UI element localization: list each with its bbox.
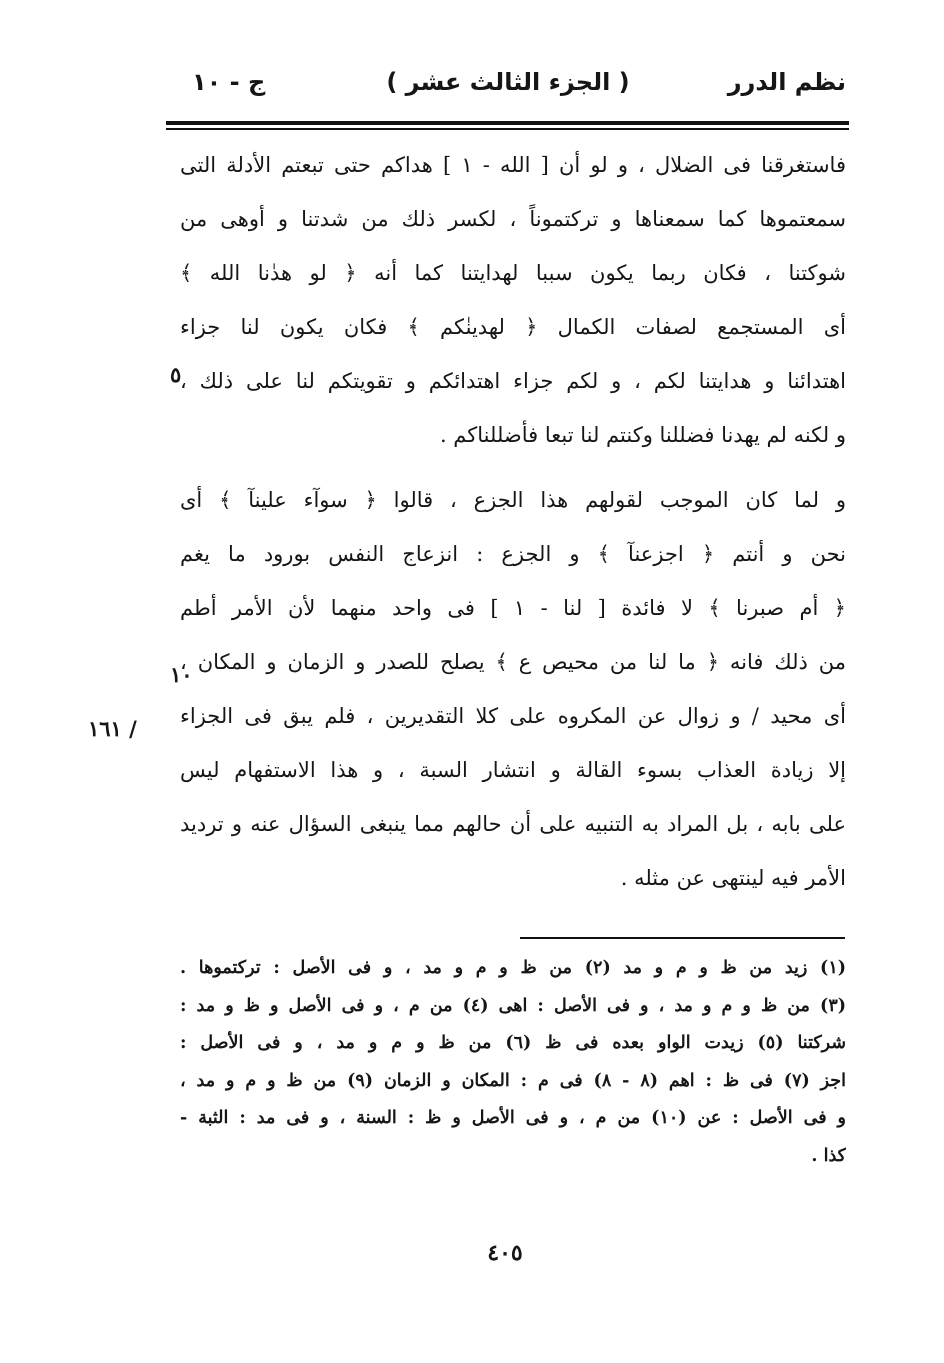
footnote-line: (١) زيد من ظ و م و مد (٢) من ظ و م و مد ، و فى الأصل : تركتموها . (180, 958, 846, 978)
manuscript-page-reference: / ١٦١ (88, 716, 137, 741)
volume-reference: ج - ١٠ (192, 68, 266, 96)
text-line: نحن و أنتم ﴿ اجزعنآ ﴾ و الجزع : انزعاج النفس بورود ما يغم (180, 542, 846, 566)
text-line: و لكنه لم يهدنا فضللنا وكنتم لنا تبعا فأضللناكم . (439, 423, 846, 447)
text-line: و لما كان الموجب لقولهم هذا الجزع ، قالوا ﴿ سوآء علينآ ﴾ أى (180, 488, 846, 512)
footnote-line: كذا . (811, 1145, 846, 1166)
text-line: سمعتموها كما سمعناها و تركتموناً ، لكسر ذلك من شدتنا و أوهى من (180, 207, 846, 231)
footnote-line: و فى الأصل : عن (١٠) من م ، و فى الأصل و ظ : السنة ، و فى مد : الثبة - (180, 1108, 846, 1128)
header-rule-thick (166, 121, 849, 125)
main-text (180, 138, 846, 905)
book-title: نظم الدرر (727, 68, 846, 96)
text-line: اهتدائنا و هدايتنا لكم ، و لكم جزاء اهتدائكم و تقويتكم لنا على ذلك ، (180, 369, 846, 393)
part-title: ( الجزء الثالث عشر ) (386, 68, 630, 96)
header-rule-thin (166, 128, 849, 130)
footnote-line: اجز (٧) فى ظ : اهم (٨ - ٨) فى م : المكان و الزمان (٩) من ظ و م و مد ، (180, 1070, 846, 1091)
text-line: شوكتنا ، فكان ربما يكون سببا لهدايتنا كما أنه ﴿ لو هدٰنا الله ﴾ (180, 261, 846, 285)
text-line: فاستغرقنا فى الضلال ، و لو أن [ الله - ١ ] هداكم حتى تبعتم الأدلة التى (180, 153, 846, 177)
footnote-separator (520, 937, 845, 939)
running-header (170, 68, 846, 108)
line-number-10: ١٠ (170, 662, 193, 687)
text-line: أى محيد / و زوال عن المكروه على كلا التقديرين ، فلم يبق فى الجزاء (180, 704, 846, 728)
footnotes (180, 950, 846, 1175)
footnote-line: شركتنا (٥) زيدت الواو بعده فى ظ (٦) من ظ و م و مد ، و فى الأصل : (180, 1033, 846, 1053)
text-line: الأمر فيه لينتهى عن مثله . (620, 866, 846, 890)
text-line: من ذلك فانه ﴿ ما لنا من محيص ع ﴾ يصلح للصدر و الزمان و المكان ، (180, 650, 846, 674)
page-number: ٤٠٥ (487, 1240, 523, 1266)
text-line: ﴿ أم صبرنا ﴾ لا فائدة [ لنا - ١ ] فى واحد منهما لأن الأمر أطم (180, 596, 846, 620)
text-line: أى المستجمع لصفات الكمال ﴿ لهدينٰكم ﴾ فكان يكون لنا جزاء (180, 315, 846, 339)
footnote-line: (٣) من ظ و م و مد ، و فى الأصل : اهى (٤) من م ، و فى الأصل و ظ و مد : (180, 995, 846, 1016)
line-number-5: ٥ (170, 362, 182, 387)
text-line: إلا زيادة العذاب بسوء القالة و انتشار السبة ، و هذا الاستفهام ليس (180, 758, 846, 782)
text-line: على بابه ، بل المراد به التنبيه على أن حالهم مما ينبغى السؤال عنه و ترديد (180, 812, 846, 836)
